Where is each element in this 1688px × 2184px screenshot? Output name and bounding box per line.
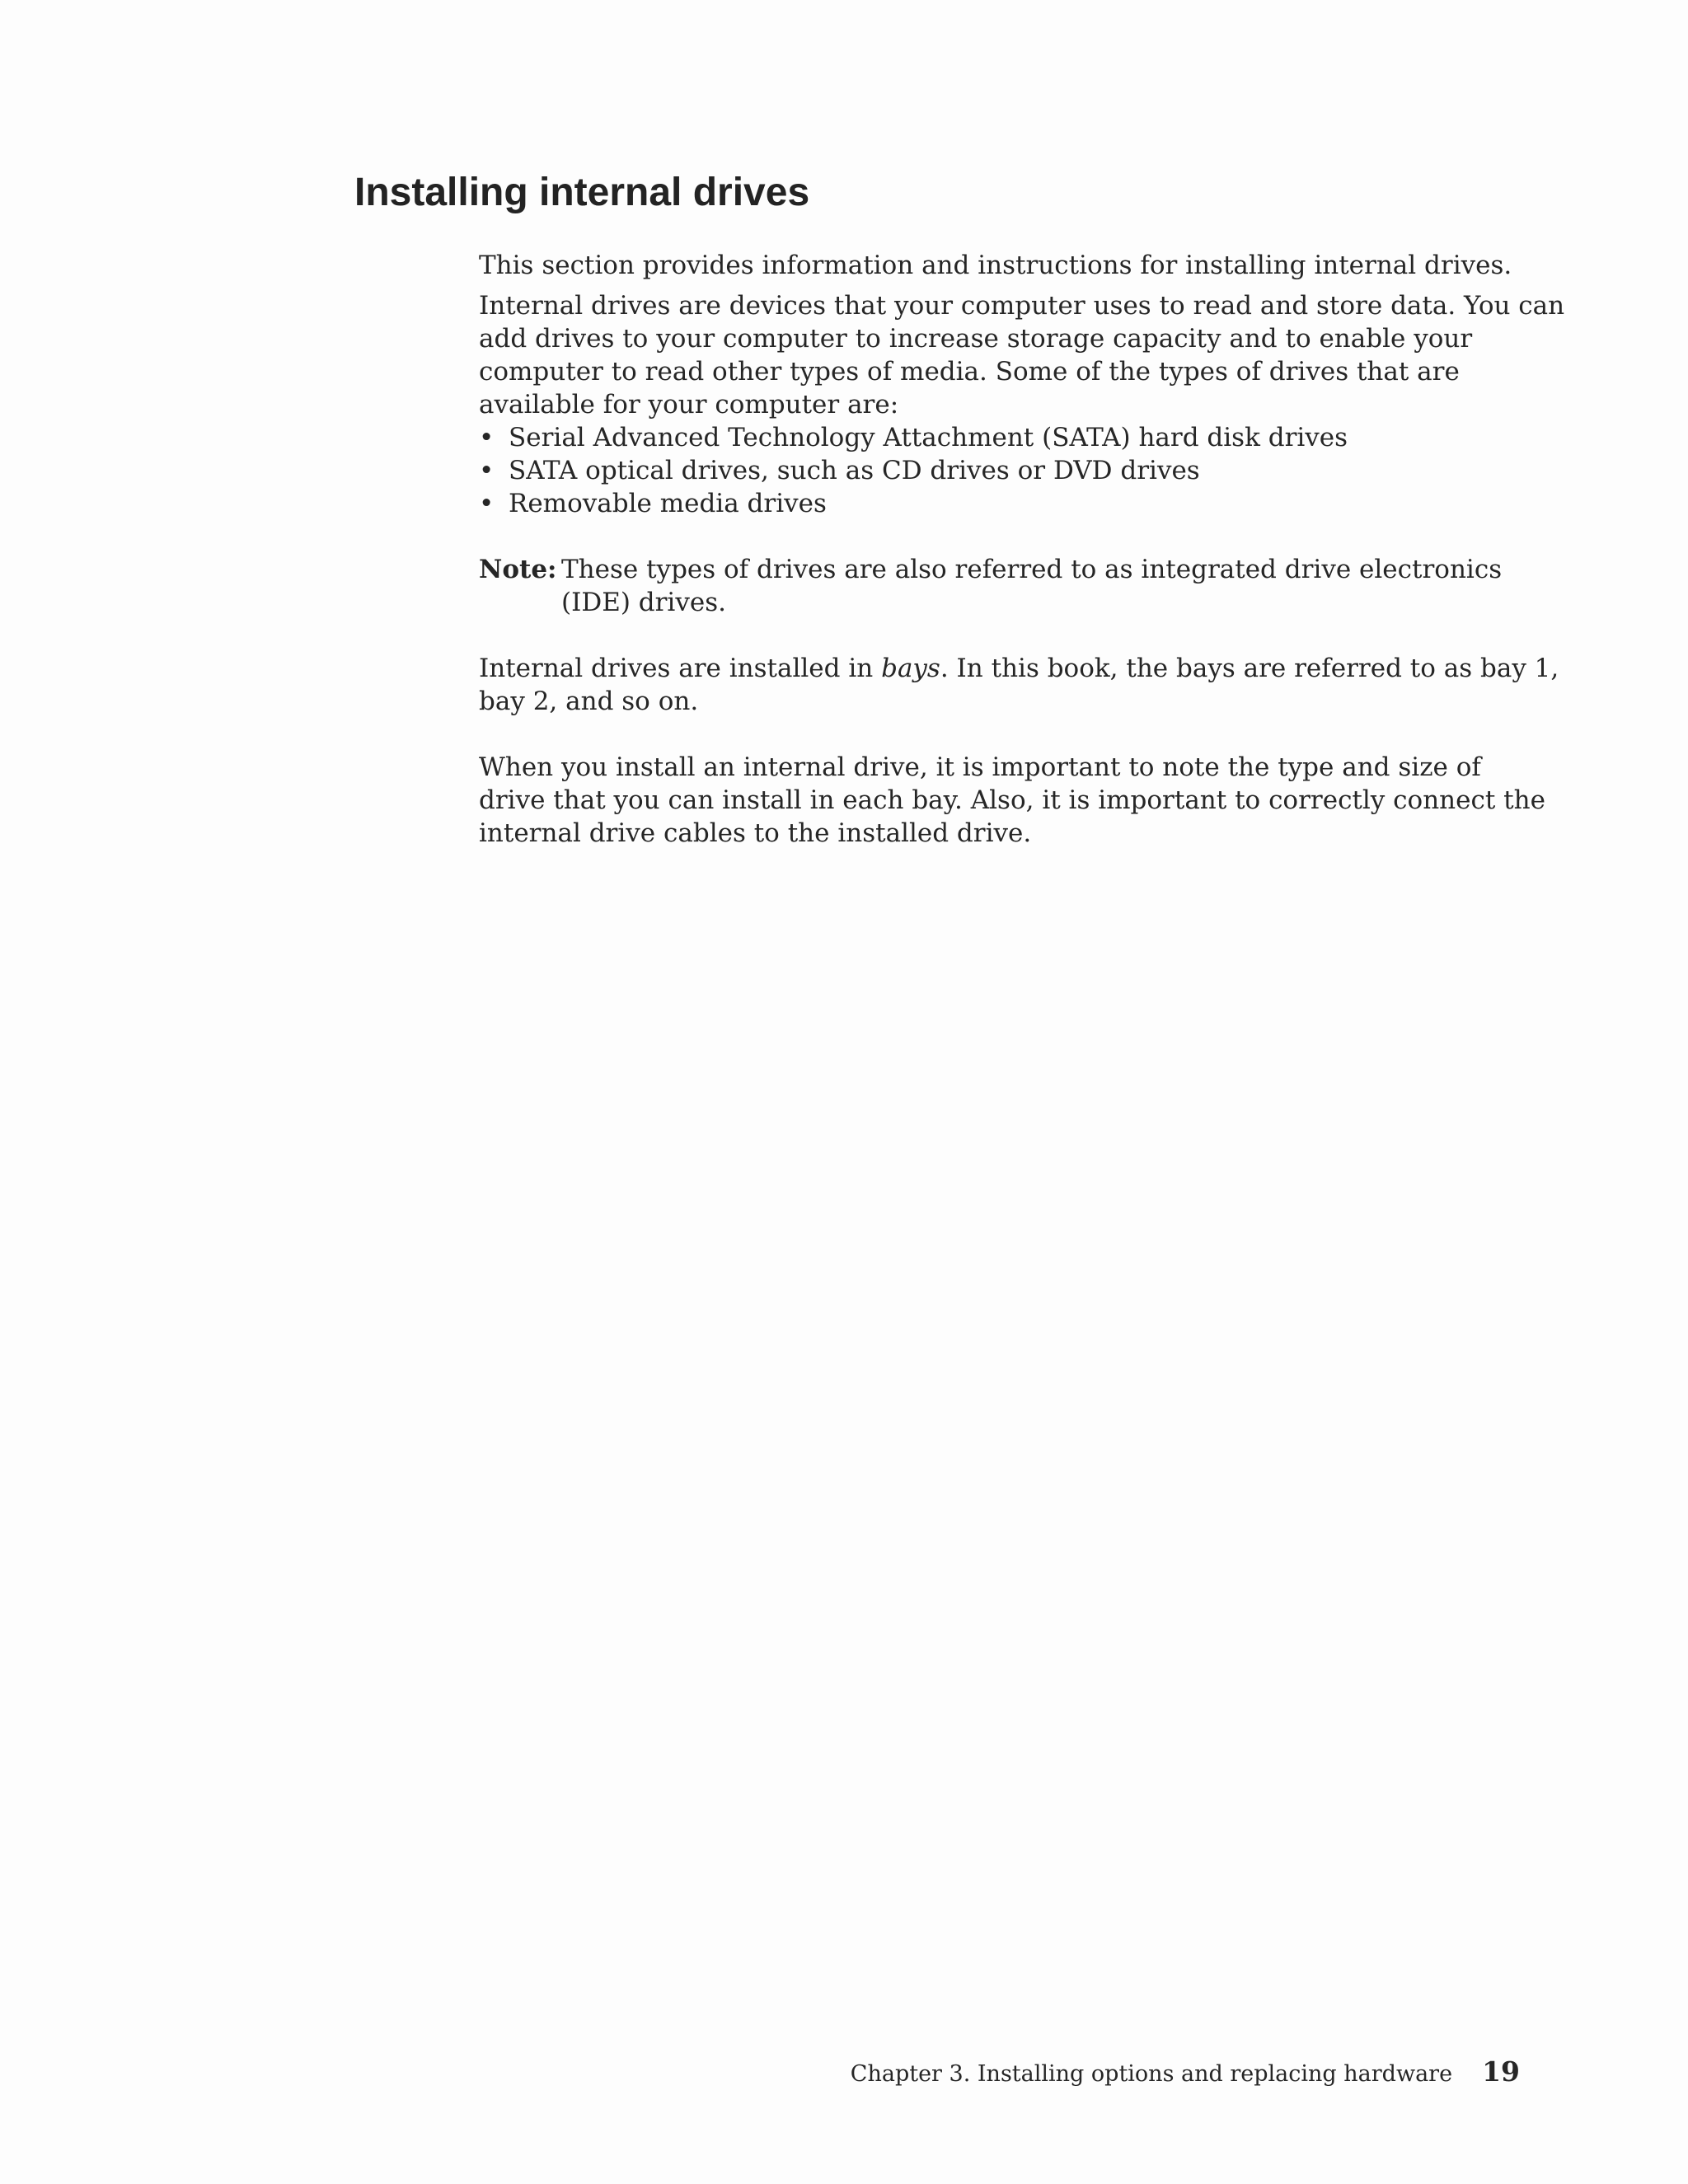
note-line: These types of drives are also referred to as integrated drive electronics	[561, 555, 1503, 584]
text-run: . In this book, the bays are referred to as bay 1,	[940, 654, 1559, 683]
intro-paragraph: This section provides information and instructions for installing internal drives.	[479, 251, 1512, 280]
section-heading: Installing internal drives	[354, 171, 810, 214]
paragraph-line: drive that you can install in each bay. Also, it is important to correctly connect the	[479, 785, 1545, 815]
list-item-text: Removable media drives	[509, 489, 827, 518]
bays-paragraph	[479, 652, 1559, 718]
note-text	[561, 553, 1502, 619]
drives-description-paragraph	[479, 289, 1565, 421]
paragraph-line	[479, 652, 1559, 685]
paragraph-line: Internal drives are devices that your computer uses to read and store data. You can	[479, 291, 1565, 321]
page-footer	[851, 2055, 1520, 2088]
paragraph-line: When you install an internal drive, it is important to note the type and size of	[479, 752, 1481, 782]
drives-description	[479, 289, 1565, 520]
paragraph-line: add drives to your computer to increase storage capacity and to enable your	[479, 324, 1473, 354]
install-guidance-paragraph	[479, 751, 1545, 850]
paragraph-line: internal drive cables to the installed drive.	[479, 818, 1032, 848]
note-line: (IDE) drives.	[561, 588, 726, 617]
bullet-icon: •	[479, 456, 495, 485]
chapter-title: Chapter 3. Installing options and replacing hardware	[850, 2061, 1453, 2087]
list-item-text: SATA optical drives, such as CD drives or DVD drives	[509, 456, 1200, 485]
bays-term: bays	[881, 654, 940, 683]
bullet-icon: •	[479, 423, 495, 452]
list-item-text: Serial Advanced Technology Attachment (SATA) hard disk drives	[509, 423, 1348, 452]
note-label: Note:	[479, 555, 557, 584]
drive-types-list	[479, 421, 1526, 520]
paragraph-line: available for your computer are:	[479, 390, 899, 419]
paragraph-line: bay 2, and so on.	[479, 687, 699, 716]
page-number: 19	[1482, 2055, 1520, 2088]
paragraph-line: computer to read other types of media. Some of the types of drives that are	[479, 357, 1460, 387]
list-item	[479, 487, 1526, 520]
bullet-icon: •	[479, 489, 495, 518]
text-run: Internal drives are installed in	[479, 654, 882, 683]
list-item	[479, 454, 1526, 487]
list-item	[479, 421, 1526, 454]
note-block	[479, 553, 1526, 619]
